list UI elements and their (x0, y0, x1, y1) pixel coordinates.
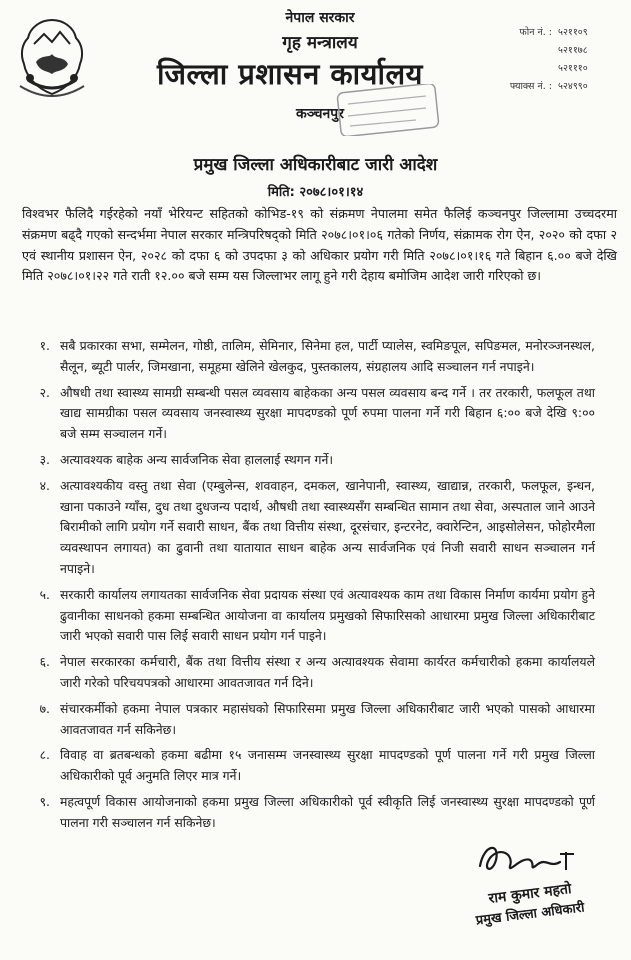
item-text: विवाह वा ब्रतबन्धको हकमा बढीमा १५ जनासम्म जनस्वास्थ्य सुरक्षा मापदण्डको पूर्ण पालना गर्ने गरी प्रमुख जिल्ला अधिकारीको पूर्व अनुमति लिएर मात्र गर्ने। (60, 747, 595, 784)
handwritten-signature-icon (470, 834, 590, 884)
contact-row (468, 60, 628, 78)
list-item (0, 792, 631, 834)
item-text: सरकारी कार्यालय लगायतका सार्वजनिक सेवा प्रदायक संस्था एवं अत्यावश्यक काम तथा विकास निर्माण कार्यमा प्रयोग हुने ढुवानीका साधनको हकमा सम्बन्धित आयोजना वा कार्यालय प्रमुखको सिफारिसको आधारमा प्रमुख जिल्ला अधिकारीबाट जारी भएको सवारी पास लिई सवारी साधन प्रयोग गर्न पाइने। (60, 586, 595, 644)
contact-value: ५२११७८ (558, 45, 588, 56)
item-text: नेपाल सरकारका कर्मचारी, बैंक तथा वित्तीय संस्था र अन्य अत्यावश्यक सेवामा कार्यरत कर्मचारीको हकमा कार्यालयले जारी गरेको परिचयपत्रको आधारमा आवतजावत गर्न दिने। (60, 654, 595, 690)
office-stamp-icon (336, 84, 440, 136)
list-item (0, 476, 631, 580)
item-number: १. (39, 338, 50, 353)
list-item (0, 652, 631, 694)
contact-row (468, 24, 628, 42)
item-number: ५. (39, 586, 50, 602)
item-text: सबै प्रकारका सभा, सम्मेलन, गोष्ठी, तालिम, सेमिनार, सिनेमा हल, पार्टी प्यालेस, स्वमिङपूल, सपिङमल, मनोरञ्जनस्थल, सैलून, ब्यूटी पार्लर, जिमखाना, समूहमा खेलिने खेलकुद, पुस्तकालय, संग्रहालय आदि सञ्चालन गर्न नपाइने। (60, 338, 595, 374)
item-text: अत्यावश्यकीय वस्तु तथा सेवा (एम्बुलेन्स, शववाहन, दमकल, खानेपानी, स्वास्थ्य, खाद्यान्न, तरकारी, फलफूल, इन्धन, खाना पकाउने ग्याँस, दुध तथा दुधजन्य पदार्थ, औषधी तथा स्वास्थ्यसँग सम्बन्धित सामान तथा सेवा, अस्पताल जाने आउने बिरामीको लागि प्रयोग गर्ने सवारी साधन, बैंक तथा वित्तीय संस्था, दूरसंचार, इन्टरनेट, क्वारेन्टिन, आइसोलेसन, फोहोरमैला व्यवस्थापन लगायत) का ढुवानी तथा यातायात साधन बाहेक अन्य सार्वजनिक एवं निजी सवारी साधन सञ्चालन गर्न नपाइने। (60, 477, 595, 576)
contact-label: फ्याक्स नं. : (509, 81, 552, 92)
item-number: ७. (39, 700, 50, 716)
contact-value: ५२११०९ (558, 27, 588, 38)
item-number: ८. (39, 747, 50, 763)
notice-title: प्रमुख जिल्ला अधिकारीबाट जारी आदेश (193, 155, 438, 175)
order-list (0, 336, 631, 839)
ministry-name: गृह मन्त्रालय (282, 33, 358, 53)
government-name: नेपाल सरकार (285, 10, 355, 26)
notice-date: मिति: २०७८।०१।१४ (267, 185, 364, 200)
item-text: औषधी तथा स्वास्थ्य सामग्री सम्बन्धी पसल व्यवसाय बाहेकका अन्य पसल व्यवसाय बन्द गर्ने । तर तरकारी, फलफूल तथा खाद्य सामग्रीका पसल व्यवसाय जनस्वास्थ्य सुरक्षा मापदण्डको पूर्ण रुपमा पालना गर्ने गरी बिहान ६:०० बजे देखि ९:०० बजे सम्म सञ्चालन गर्ने। (60, 384, 595, 442)
signatory-name: राम कुमार महतो (487, 880, 573, 908)
contact-label: फोन नं. : (519, 27, 552, 38)
contact-value: ५२४९९० (558, 81, 588, 92)
item-number: ६. (39, 654, 50, 670)
office-name: जिल्ला प्रशासन कार्यालय (156, 57, 423, 91)
item-number: ४. (39, 477, 50, 493)
item-number: ९. (39, 793, 50, 809)
item-text: संचारकर्मीको हकमा नेपाल पत्रकार महासंघको सिफारिसमा प्रमुख जिल्ला अधिकारीबाट जारी भएको पासको आधारमा आवतजावत गर्न सकिनेछ। (60, 700, 595, 737)
contact-label (494, 42, 552, 60)
item-number: २. (39, 384, 50, 400)
contact-value: ५२१११० (558, 63, 588, 74)
list-item (0, 336, 631, 378)
signatory-title: प्रमुख जिल्ला अधिकारी (475, 900, 586, 929)
list-item (0, 585, 631, 647)
notice-intro: विश्वभर फैलिदै गईरहेको नयाँ भेरियन्ट सहितको कोभिड-१९ को संक्रमण नेपालमा समेत फैलिई कञ्चनपुर जिल्लामा उच्चदरमा संक्रमण बढ्दै गएको सन्दर्भमा नेपाल सरकार मन्त्रिपरिषद्को मिति २०७८।०१।०६ गतेको निर्णय, संक्रामक रोग ऐन, २०२० को दफा २ एवं स्थानीय प्रशासन ऐन, २०२८ को दफा ६ को उपदफा ३ को अधिकार प्रयोग गरी मिति २०७८।०१।१६ गते बिहान ६.०० बजे देखि मिति २०७८।०१।२२ गते राती १२.०० बजे सम्म यस जिल्लाभर लागू हुने गरी देहाय बमोजिम आदेश जारी गरिएको छ। (22, 206, 617, 284)
list-item (0, 699, 631, 741)
nepal-emblem-icon (6, 14, 98, 106)
contact-row (468, 78, 628, 96)
item-text: महत्वपूर्ण विकास आयोजनाको हकमा प्रमुख जिल्ला अधिकारीको पूर्व स्वीकृति लिई जनस्वास्थ्य सुरक्षा मापदण्डको पूर्ण पालना गरी सञ्चालन गर्न सकिनेछ। (60, 793, 595, 830)
list-item (0, 383, 631, 445)
list-item (0, 450, 631, 471)
list-item (0, 745, 631, 787)
contact-block (468, 24, 628, 96)
contact-label (494, 60, 552, 78)
district-name: कञ्चनपुर (296, 106, 344, 122)
item-text: अत्यावश्यक बाहेक अन्य सार्वजनिक सेवा हाललाई स्थगन गर्ने। (60, 451, 334, 467)
item-number: ३. (39, 451, 50, 467)
contact-row (468, 42, 628, 60)
